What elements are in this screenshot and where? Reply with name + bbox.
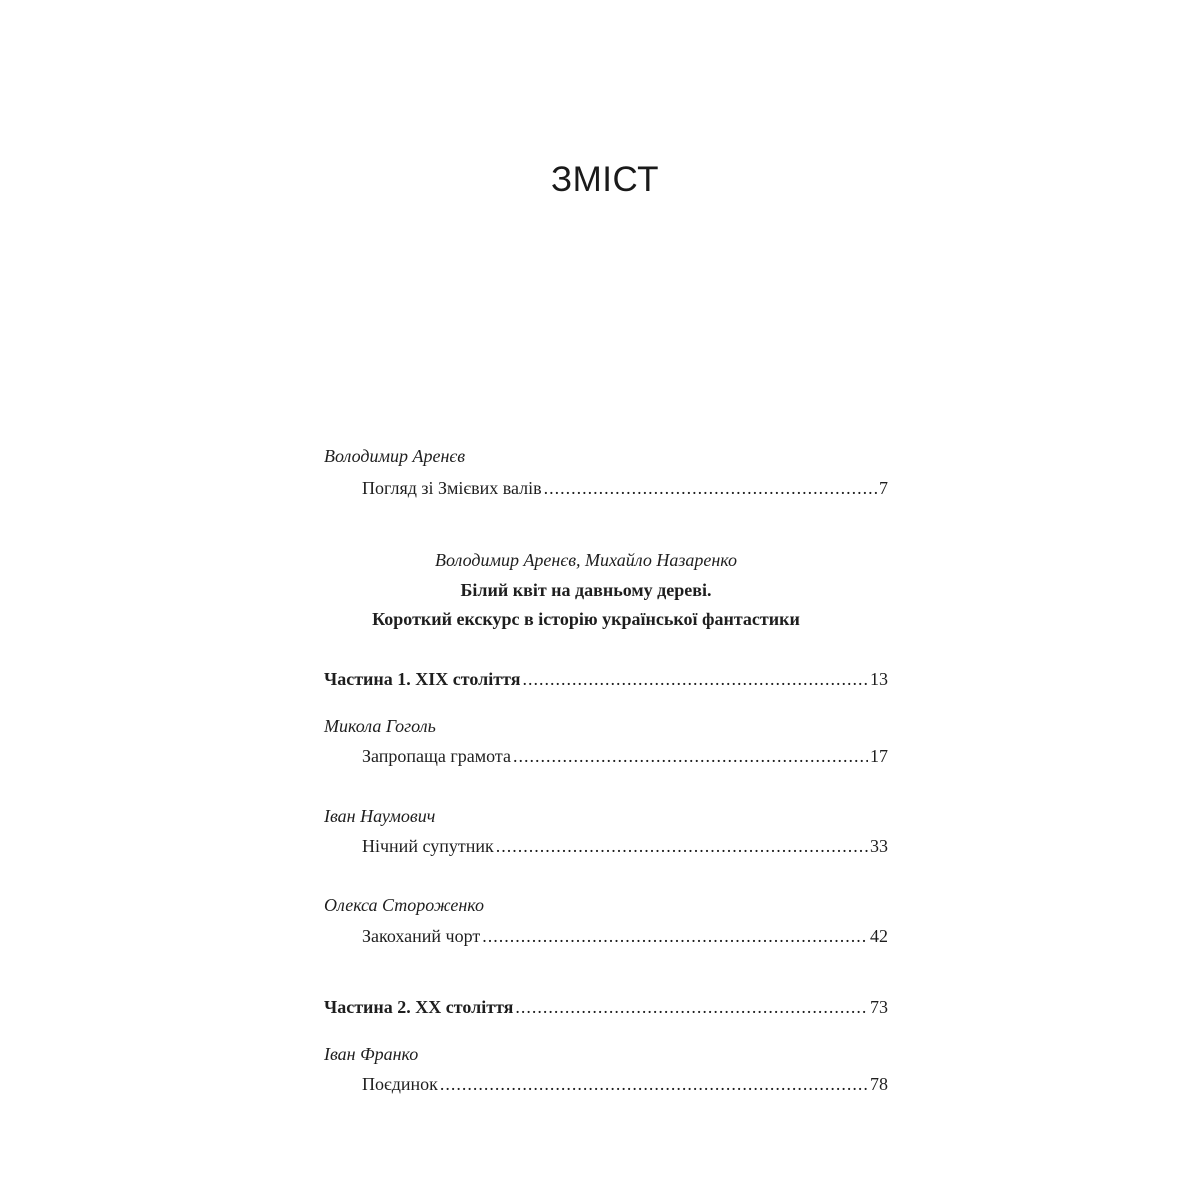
entry-title: Запропаща грамота (362, 746, 511, 766)
entry-page-number: 33 (870, 836, 888, 856)
toc-entry (362, 1072, 888, 1096)
dot-leader (440, 1072, 868, 1096)
entry-page-number: 13 (870, 669, 888, 689)
essay-authors: Володимир Аренєв, Михайло Назаренко (434, 550, 738, 570)
entry-title: Погляд зі Змієвих валів (362, 478, 542, 498)
page-title: ЗМІСТ (550, 160, 659, 199)
entry-page-number: 73 (870, 997, 888, 1017)
author-name: Олекса Стороженко (324, 895, 485, 915)
author-name: Іван Наумович (324, 806, 436, 826)
dot-leader (482, 924, 868, 948)
entry-title: Закоханий чорт (362, 926, 481, 946)
part-title: Частина 2. ХХ століття (324, 997, 514, 1017)
entry-title: Поєдинок (362, 1074, 438, 1094)
entry-page-number: 17 (870, 746, 888, 766)
toc-entry (362, 476, 888, 500)
part-title: Частина 1. XIX століття (324, 669, 521, 689)
entry-page-number: 42 (870, 926, 888, 946)
dot-leader (513, 744, 868, 768)
entry-page-number: 78 (870, 1074, 888, 1094)
toc-part (324, 995, 888, 1019)
essay-title: Білий квіт на давньому дереві. (460, 580, 712, 600)
author-name: Володимир Аренєв (324, 446, 466, 466)
author-name: Іван Франко (324, 1044, 419, 1064)
toc-entry (362, 924, 888, 948)
essay-subtitle: Короткий екскурс в історію української фантастики (372, 609, 800, 629)
toc-entry (362, 834, 888, 858)
dot-leader (515, 995, 868, 1019)
author-name: Микола Гоголь (324, 716, 436, 736)
dot-leader (522, 667, 868, 691)
dot-leader (496, 834, 868, 858)
entry-page-number: 7 (879, 478, 888, 498)
toc-entry (362, 744, 888, 768)
dot-leader (544, 476, 877, 500)
entry-title: Нічний супутник (362, 836, 494, 856)
toc-part (324, 667, 888, 691)
